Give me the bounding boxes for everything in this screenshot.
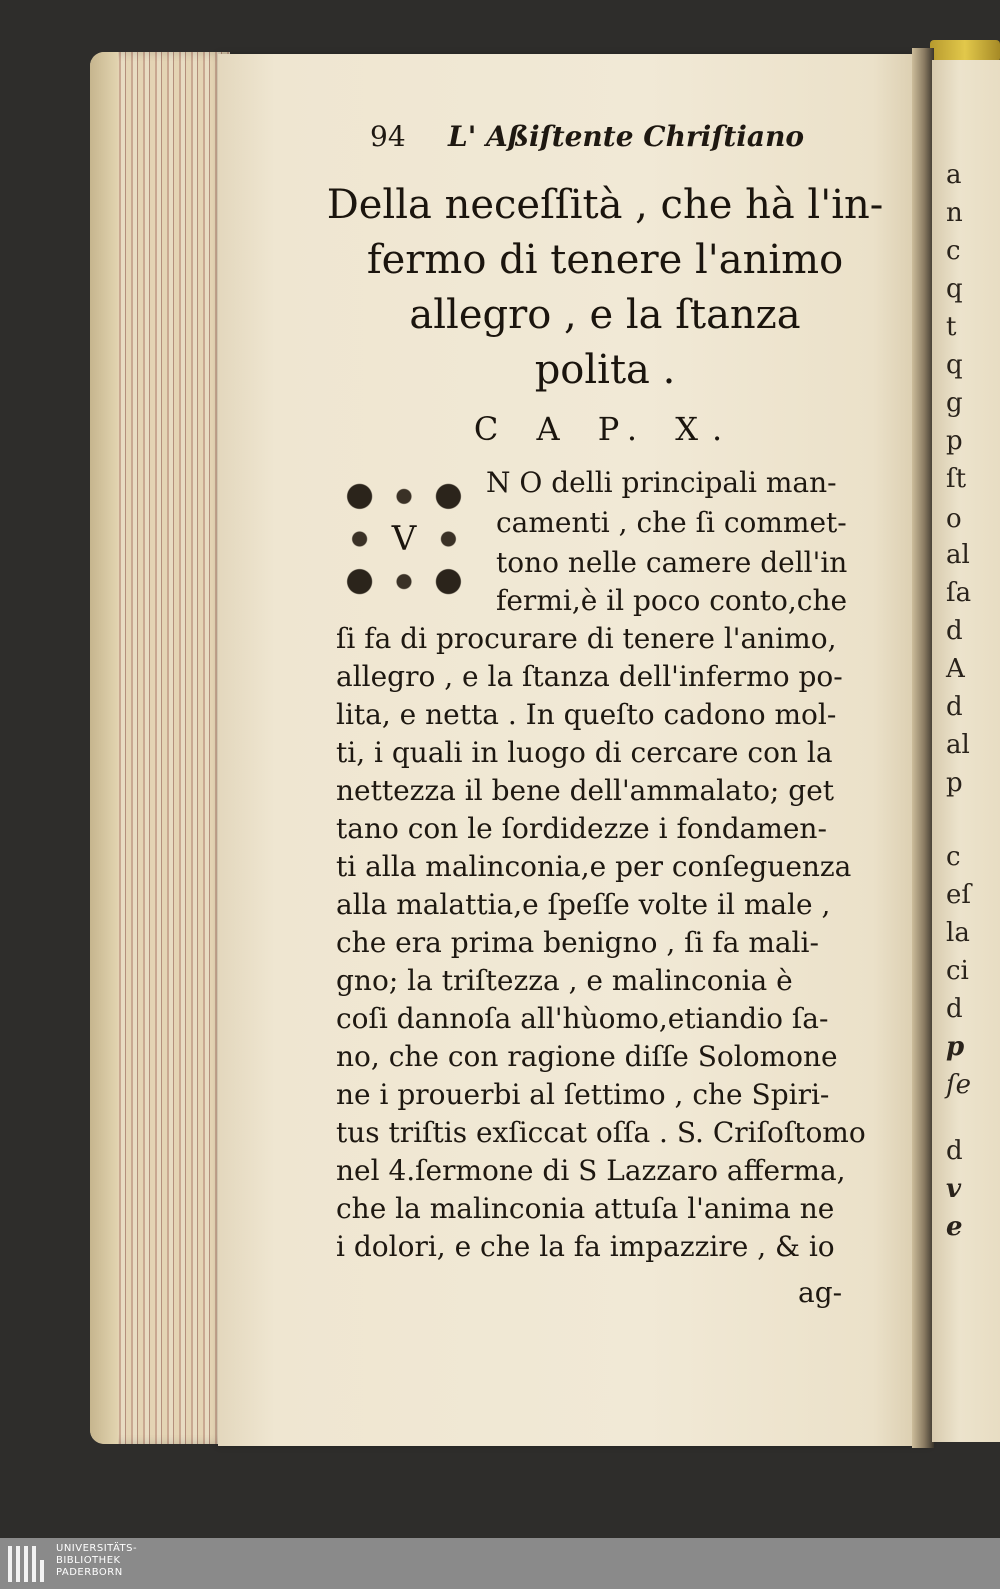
- library-logo-icon: [8, 1546, 48, 1582]
- chapter-title-line: fermo di tenere l'animo: [366, 237, 844, 283]
- text-line: lita, e netta . In queſto cadono mol-: [336, 698, 837, 731]
- facing-fragment: ſa: [946, 578, 972, 608]
- facing-fragment: o: [946, 504, 962, 534]
- facing-fragment: t: [946, 312, 957, 342]
- text-line: camenti , che ſi commet-: [496, 506, 847, 539]
- facing-fragment: al: [946, 540, 970, 570]
- facing-fragment: ci: [946, 956, 969, 986]
- initial-letter: V: [391, 519, 417, 559]
- chapter-title-line: polita .: [534, 347, 676, 393]
- text-line: no, che con ragione diſſe Solomone: [336, 1040, 838, 1073]
- facing-fragment: ſt: [946, 464, 967, 494]
- facing-fragment: al: [946, 730, 970, 760]
- facing-fragment: c: [946, 842, 961, 872]
- text-line: nettezza il bene dell'ammalato; get: [336, 774, 835, 807]
- text-line: allegro , e la ſtanza dell'infermo po-: [336, 660, 843, 693]
- catchword: ag-: [798, 1276, 843, 1309]
- facing-fragment: la: [946, 918, 970, 948]
- text-line: alla malattia,e ſpeſſe volte il male ,: [336, 888, 831, 921]
- chapter-label: C A P. X.: [473, 410, 737, 448]
- text-line: ſi fa di procurare di tenere l'animo,: [336, 622, 837, 655]
- facing-fragment: d: [946, 692, 963, 722]
- facing-fragment: d: [946, 616, 963, 646]
- text-line: che la malinconia attuſa l'anima ne: [336, 1192, 835, 1225]
- text-line: tus triſtis exſiccat oſſa . S. Criſoſtomo: [336, 1116, 866, 1149]
- text-line: ne i prouerbi al ſettimo , che Spiri-: [336, 1078, 830, 1111]
- facing-fragment: eſ: [946, 880, 972, 910]
- chapter-title: [320, 178, 890, 398]
- text-line: tono nelle camere dell'in: [496, 546, 848, 579]
- text-line: N O delli principali man-: [486, 466, 837, 499]
- text-line: ti, i quali in luogo di cercare con la: [336, 736, 833, 769]
- library-footer: [0, 1538, 1000, 1589]
- facing-fragment: q: [946, 350, 963, 380]
- facing-fragment: d: [946, 1136, 963, 1166]
- bookmark-ribbon: [930, 40, 1000, 62]
- library-name-line: BIBLIOTHEK: [56, 1555, 121, 1566]
- library-name-line: PADERBORN: [56, 1567, 123, 1578]
- library-name: [56, 1543, 137, 1579]
- facing-fragment: g: [946, 388, 963, 418]
- book-gutter: [912, 48, 934, 1448]
- text-line: i dolori, e che la fa impazzire , & io: [336, 1230, 835, 1263]
- book-cover-band: [90, 52, 118, 1444]
- library-name-line: UNIVERSITÄTS-: [56, 1543, 138, 1554]
- facing-fragment: v: [946, 1174, 962, 1204]
- facing-fragment: p: [946, 1032, 965, 1062]
- chapter-title-line: allegro , e la ſtanza: [409, 292, 801, 338]
- facing-page: [932, 60, 1000, 1442]
- facing-fragment: e: [946, 1212, 963, 1242]
- text-line: ti alla malinconia,e per conſeguenza: [336, 850, 852, 883]
- text-line: fermi,è il poco conto,che: [496, 584, 848, 617]
- facing-fragment: A: [946, 654, 965, 684]
- page-edges: [90, 52, 230, 1444]
- text-line: che era prima benigno , ſi fa mali-: [336, 926, 819, 959]
- running-head: [370, 120, 850, 160]
- facing-fragment: q: [946, 274, 963, 304]
- text-line: nel 4.ſermone di S Lazzaro afferma,: [336, 1154, 846, 1187]
- facing-fragment: c: [946, 236, 961, 266]
- facing-fragment: a: [946, 160, 962, 190]
- text-line: tano con le ſordidezze i fondamen-: [336, 812, 827, 845]
- page-number: 94: [370, 120, 406, 153]
- text-line: gno; la triſtezza , e malinconia è: [336, 964, 793, 997]
- facing-fragment: n: [946, 198, 963, 228]
- text-line: coſi dannoſa all'hùomo,etiandio ſa-: [336, 1002, 829, 1035]
- facing-fragment: d: [946, 994, 963, 1024]
- facing-fragment: ſe: [946, 1070, 972, 1100]
- facing-fragment: p: [946, 768, 963, 798]
- running-title: L' Aßiſtente Chriſtiano: [448, 120, 805, 153]
- decorated-initial: [330, 468, 478, 610]
- facing-fragment: p: [946, 426, 963, 456]
- chapter-title-line: Della neceſſità , che hà l'in-: [326, 182, 884, 228]
